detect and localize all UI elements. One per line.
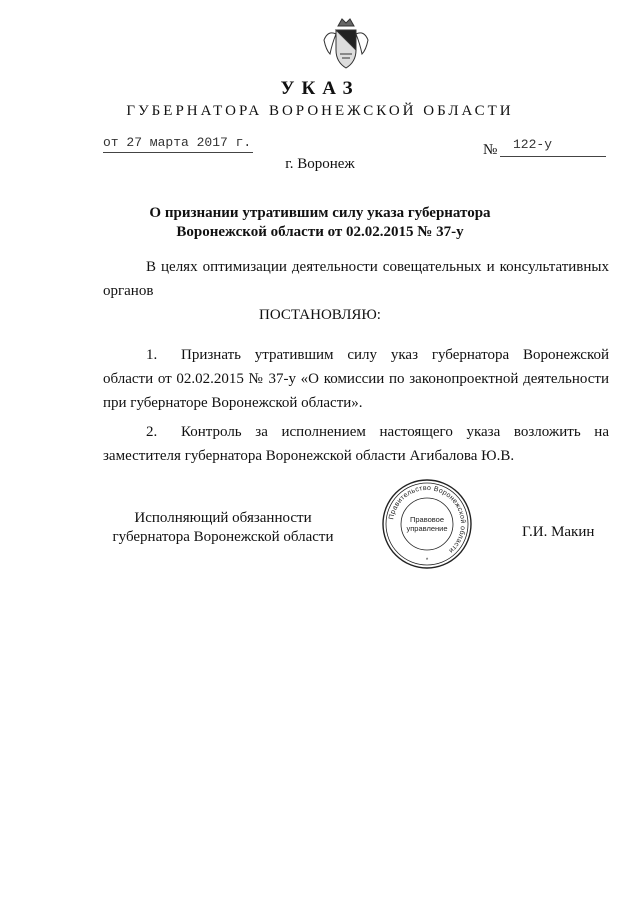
decree-date: от 27 марта 2017 г.: [103, 135, 252, 150]
stamp-ring-text: Правительство Воронежской области: [388, 484, 467, 555]
item-number: 1.: [146, 347, 158, 363]
signatory-name: Г.И. Макин: [522, 524, 595, 540]
list-item: [103, 343, 609, 415]
city: г. Воронеж: [285, 156, 355, 172]
item-text: Контроль за исполнением настоящего указа возложить на заместителя губернатора Воронежской области Агибалова Ю.В.: [103, 424, 609, 464]
number-label: №: [483, 142, 498, 158]
list-item: [103, 420, 609, 468]
position-line-1: Исполняющий обязанности: [134, 510, 312, 526]
svg-text:*: *: [425, 558, 429, 564]
decree-title: УКАЗ: [280, 78, 360, 99]
decree-subtitle: ГУБЕРНАТОРА ВОРОНЕЖСКОЙ ОБЛАСТИ: [126, 103, 514, 119]
signatory-position: [103, 509, 343, 547]
date-underline: [103, 152, 253, 153]
intro-paragraph: В целях оптимизации деятельности совещательных и консультативных органов: [103, 259, 609, 299]
item-number: 2.: [146, 424, 158, 440]
official-stamp: [381, 478, 473, 570]
document-title-line-2: Воронежской области от 02.02.2015 № 37-у: [176, 224, 464, 240]
resolve-heading: ПОСТАНОВЛЯЮ:: [259, 307, 381, 323]
stamp-center-line-2: управление: [406, 524, 448, 533]
coat-of-arms-emblem: [318, 14, 374, 74]
position-line-2: губернатора Воронежской области: [112, 529, 334, 545]
document-title-line-1: О признании утратившим силу указа губернатора: [149, 205, 491, 221]
stamp-center-line-1: Правовое: [409, 515, 445, 524]
item-text: Признать утратившим силу указ губернатора Воронежской области от 02.02.2015 № 37-у «О комиссии по законопроектной деятельности при губернаторе Воронежской области».: [103, 347, 609, 411]
decree-number: 122-у: [513, 137, 553, 152]
document-title: [0, 204, 640, 242]
